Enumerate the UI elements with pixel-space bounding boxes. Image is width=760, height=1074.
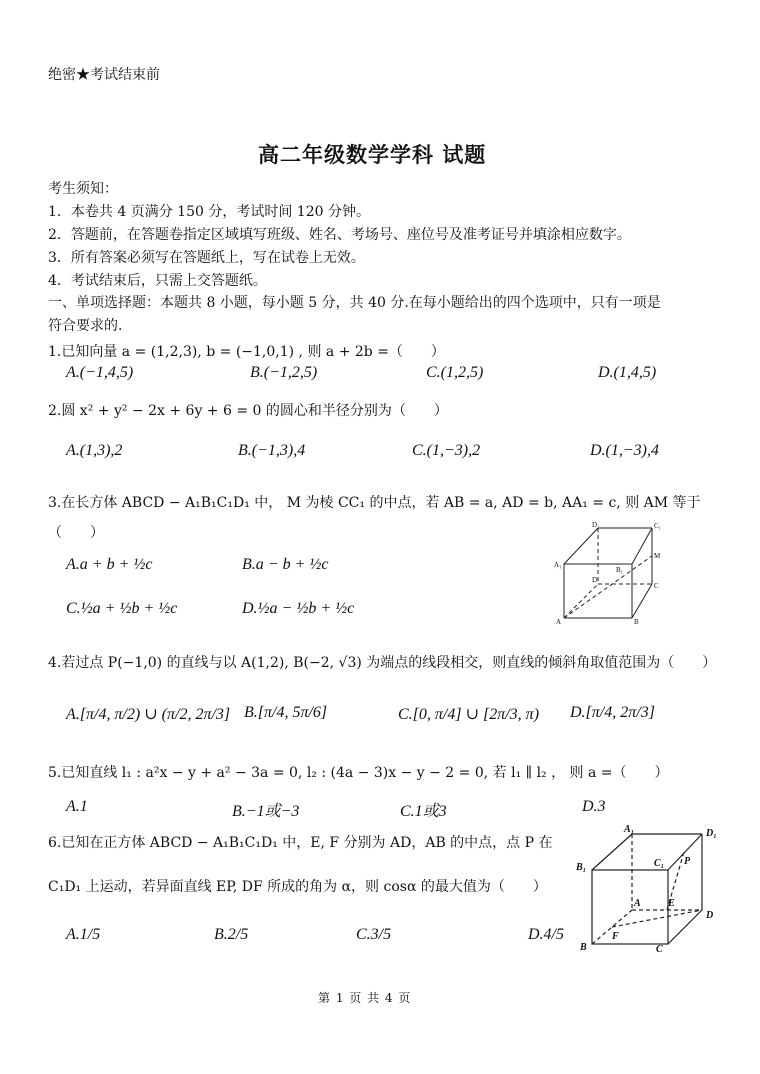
question-2-option-a: A.(1,3),2 <box>66 442 123 459</box>
fig6-label-p: P <box>684 856 691 867</box>
question-3-option-b: B.a − b + ½c <box>242 556 329 573</box>
fig3-label-b1: B₁ <box>616 566 624 574</box>
question-2-stem: 2.圆 x² + y² − 2x + 6y + 6 = 0 的圆心和半径分别为（ ） <box>48 403 448 419</box>
fig6-label-a: A <box>634 898 641 909</box>
fig3-label-d: D <box>592 576 598 584</box>
question-4-option-c: C.[0, π/4] ∪ [2π/3, π) <box>398 706 540 723</box>
fig6-label-a1: A₁ <box>624 824 635 835</box>
notice-item-2: 2．答题前，在答题卷指定区域填写班级、姓名、考场号、座位号及准考证号并填涂相应数字。 <box>48 227 631 243</box>
page-title: 高二年级数学学科 试题 <box>258 142 487 167</box>
question-1-option-b: B.(−1,2,5) <box>250 364 318 381</box>
question-5-option-c: C.1或3 <box>400 803 447 820</box>
question-3-option-a: A.a + b + ½c <box>66 556 153 573</box>
question-5-option-b: B.−1或−3 <box>232 803 300 820</box>
fig6-label-e: E <box>668 898 675 909</box>
question-1-stem: 1.已知向量 a = (1,2,3), b = (−1,0,1) , 则 a + 2b =（ ） <box>48 344 445 360</box>
fig3-label-b: B <box>634 618 639 626</box>
question-6-option-c: C.3/5 <box>356 926 392 943</box>
question-6-option-d: D.4/5 <box>528 926 564 943</box>
question-4-option-d: D.[π/4, 2π/3] <box>570 704 655 721</box>
fig3-label-c: C <box>654 582 659 590</box>
fig6-label-d: D <box>706 910 714 921</box>
question-4-option-a: A.[π/4, π/2) ∪ (π/2, 2π/3] <box>66 706 231 723</box>
question-1-option-d: D.(1,4,5) <box>598 364 657 381</box>
question-2-option-c: C.(1,−3),2 <box>412 442 481 459</box>
question-4-option-b: B.[π/4, 5π/6] <box>244 704 328 721</box>
fig6-label-d1: D₁ <box>706 828 717 839</box>
question-1-option-c: C.(1,2,5) <box>426 364 484 381</box>
cuboid-figure <box>552 522 672 626</box>
page-footer: 第 1 页 共 4 页 <box>318 991 412 1005</box>
question-3-stem-cont: （ ） <box>48 525 104 541</box>
question-3-stem: 3.在长方体 ABCD − A₁B₁C₁D₁ 中， M 为棱 CC₁ 的中点，若 AB = a, AD = b, AA₁ = c, 则 AM 等于 <box>48 495 701 511</box>
question-3-option-d: D.½a − ½b + ½c <box>242 600 355 617</box>
question-6-stem: 6.已知在正方体 ABCD − A₁B₁C₁D₁ 中，E, F 分别为 AD，AB 的中点，点 P 在 <box>48 835 553 851</box>
question-4-stem: 4.若过点 P(−1,0) 的直线与以 A(1,2), B(−2, √3) 为端点的线段相交，则直线的倾斜角取值范围为（ ） <box>48 655 717 671</box>
question-1-option-a: A.(−1,4,5) <box>66 364 134 381</box>
fig6-label-c: C <box>656 944 663 955</box>
question-3-option-c: C.½a + ½b + ½c <box>66 600 178 617</box>
question-2-option-d: D.(1,−3),4 <box>590 442 660 459</box>
cube-figure <box>572 822 722 956</box>
fig3-label-m: M <box>654 552 661 560</box>
notice-heading: 考生须知： <box>48 181 118 197</box>
fig6-label-b1: B₁ <box>576 862 587 873</box>
question-2-option-b: B.(−1,3),4 <box>238 442 306 459</box>
question-5-stem: 5.已知直线 l₁ : a²x − y + a² − 3a = 0, l₂ : (4a − 3)x − y − 2 = 0, 若 l₁ ∥ l₂ ， 则 a =（ ） <box>48 765 669 781</box>
question-6-option-a: A.1/5 <box>66 926 101 943</box>
fig6-label-b: B <box>580 942 587 953</box>
fig3-label-d1: D₁ <box>592 522 600 529</box>
notice-item-4: 4．考试结束后，只需上交答题纸。 <box>48 273 267 289</box>
fig3-label-a1: A₁ <box>554 561 562 569</box>
notice-item-3: 3．所有答案必须写在答题纸上，写在试卷上无效。 <box>48 250 365 266</box>
question-6-option-b: B.2/5 <box>214 926 249 943</box>
notice-item-1: 1．本卷共 4 页满分 150 分，考试时间 120 分钟。 <box>48 204 370 220</box>
question-5-option-a: A.1 <box>66 798 88 815</box>
fig3-label-a: A <box>556 618 562 626</box>
section-heading-line2: 符合要求的. <box>48 318 123 334</box>
confidential-label: 绝密★考试结束前 <box>48 67 160 83</box>
question-6-stem-cont: C₁D₁ 上运动，若异面直线 EP, DF 所成的角为 α，则 cosα 的最大值为（ ） <box>48 879 547 895</box>
fig3-label-c1: C₁ <box>654 522 662 530</box>
fig6-label-f: F <box>612 931 619 942</box>
section-heading-line1: 一、单项选择题：本题共 8 小题，每小题 5 分，共 40 分.在每小题给出的四个选项中，只有一项是 <box>48 295 661 311</box>
fig6-label-c1: C₁ <box>654 858 665 869</box>
question-5-option-d: D.3 <box>582 798 606 815</box>
